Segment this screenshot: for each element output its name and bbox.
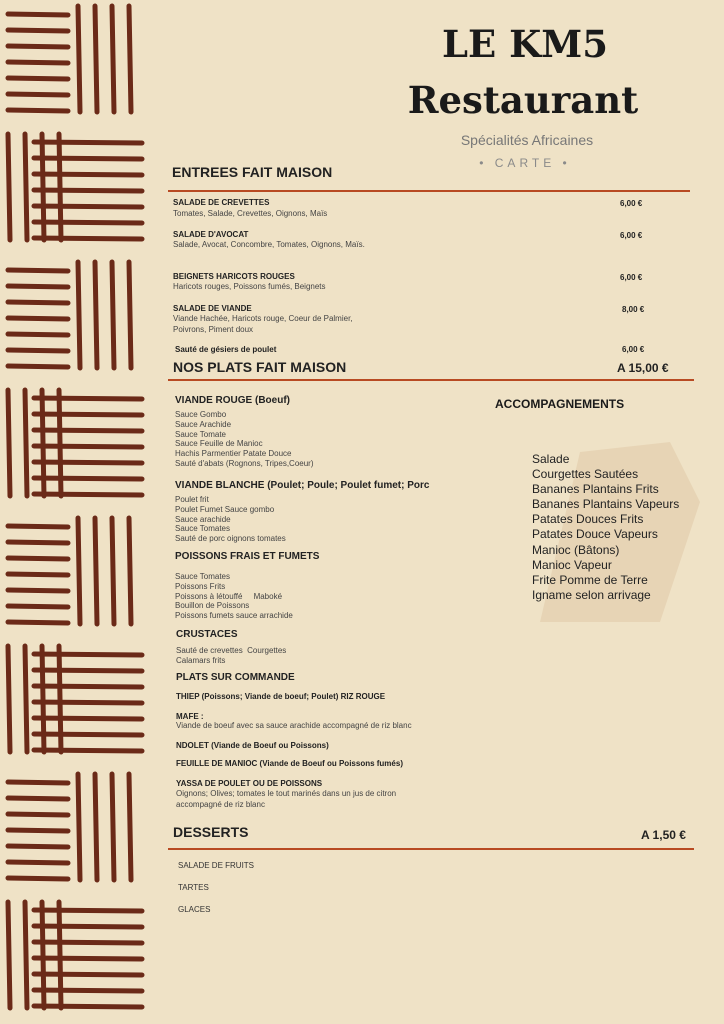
dessert-item: GLACES [178,905,211,914]
pattern-stroke [8,14,68,15]
dish-line: Hachis Parmentier Patate Douce [175,449,292,459]
desserts-title: DESSERTS [173,824,249,840]
pattern-stroke [8,878,68,879]
pattern-stroke [95,6,97,112]
pattern-stroke [34,222,142,223]
pattern-stroke [8,526,68,527]
pattern-stroke [34,750,142,751]
poissons-heading: POISSONS FRAIS ET FUMETS [175,551,320,562]
dessert-item: TARTES [178,883,209,892]
pattern-stroke [34,398,142,399]
restaurant-title-line2: Restaurant [407,78,639,122]
pattern-stroke [8,350,68,351]
plats-price: A 15,00 € [617,361,669,375]
pattern-stroke [112,774,114,880]
dish-line: Sauce Feuille de Manioc [175,439,263,449]
pattern-stroke [95,774,97,880]
entree-name: Sauté de gésiers de poulet [175,345,277,354]
commande-item-name: NDOLET (Viande de Boeuf ou Poissons) [176,741,329,750]
side-dish-item: Bananes Plantains Frits [532,482,659,497]
viande-rouge-list [175,410,314,469]
viande-blanche-list [175,495,286,544]
dish-line: Sauce Tomates [175,572,230,581]
pattern-stroke [8,830,68,831]
pattern-stroke [34,718,142,719]
dish-line: Sauce Gombo [175,410,227,419]
dish-line: Sauté d'abats (Rognons, Tripes,Coeur) [175,458,314,468]
entree-desc: Salade, Avocat, Concombre, Tomates, Oignons, Maïs. [173,240,365,249]
dish-line: Poissons fumets sauce arrachide [175,611,293,621]
pattern-stroke [8,590,68,591]
dish-line: Poissons à létouffé Maboké [175,591,283,601]
pattern-stroke [34,238,142,239]
pattern-stroke [8,862,68,863]
pattern-stroke [34,654,142,655]
pattern-stroke [8,814,68,815]
dish-line: Sauce arachide [175,514,231,524]
pattern-stroke [8,94,68,95]
pattern-stroke [34,190,142,191]
pattern-stroke [25,646,27,752]
side-dish-item: Frite Pomme de Terre [532,572,648,587]
carte-label: • CARTE • [479,156,571,170]
dish-line: Sauté de crevettes Courgettes [176,646,287,655]
entree-name: SALADE D'AVOCAT [173,230,249,239]
dish-line: Sauté de porc oignons tomates [175,534,286,544]
dish-line: Poulet Fumet Sauce gombo [175,504,275,514]
dish-line: Bouillon de Poissons [175,601,250,611]
pattern-stroke [8,846,68,847]
pattern-stroke [8,646,10,752]
pattern-stroke [8,574,68,575]
pattern-stroke [8,782,68,783]
pattern-stroke [8,542,68,543]
crustaces-list [176,646,286,666]
entree-desc: Viande Hachée, Haricots rouge, Coeur de Palmier, Poivrons, Piment doux [173,314,353,334]
pattern-stroke [78,518,80,624]
pattern-stroke [129,774,131,880]
entree-price: 8,00 € [622,305,645,314]
pattern-stroke [129,6,131,112]
accompagnements-list [532,452,679,603]
entree-price: 6,00 € [620,231,643,240]
entree-name: SALADE DE VIANDE [173,304,252,313]
pattern-stroke [8,30,68,31]
pattern-stroke [34,974,142,975]
pattern-stroke [34,158,142,159]
pattern-stroke [8,110,68,111]
pattern-stroke [78,774,80,880]
pattern-stroke [8,366,68,367]
dish-line: Poissons Frits [175,581,226,591]
pattern-stroke [8,606,68,607]
commande-item-name: MAFE : [176,712,204,721]
commande-item-desc: Viande de boeuf avec sa sauce arachide accompagné de riz blanc [176,721,412,730]
pattern-stroke [34,414,142,415]
entree-desc: Tomates, Salade, Crevettes, Oignons, Maïs [173,209,328,218]
side-dish-item: Igname selon arrivage [532,587,651,602]
restaurant-title-line1: LE KM5 [442,22,608,66]
side-dish-item: Salade [532,452,570,466]
pattern-stroke [25,390,27,496]
pattern-stroke [34,174,142,175]
pattern-stroke [8,622,68,623]
entrees-divider [168,190,690,192]
dish-line: Sauce Arachide [175,419,232,429]
pattern-stroke [34,206,142,207]
pattern-stroke [112,6,114,112]
commande-item-desc: Oignons; Olives; tomates le tout marinés dans un jus de citron accompagné de riz blanc [176,789,397,809]
pattern-stroke [78,262,80,368]
pattern-stroke [8,62,68,63]
pattern-stroke [34,1006,142,1007]
pattern-stroke [34,446,142,447]
dish-line: Poulet frit [175,495,209,504]
viande-blanche-heading: VIANDE BLANCHE (Poulet; Poule; Poulet fumet; Porc [175,480,430,491]
commande-item-name: FEUILLE DE MANIOC (Viande de Boeuf ou Poissons fumés) [176,759,403,768]
pattern-stroke [8,798,68,799]
pattern-stroke [34,430,142,431]
entree-price: 6,00 € [620,273,643,282]
pattern-stroke [8,902,10,1008]
plats-title: NOS PLATS FAIT MAISON [173,359,347,375]
pattern-stroke [34,670,142,671]
side-dish-item: Manioc Vapeur [532,557,612,572]
dish-line: Sauce Tomates [175,524,230,534]
pattern-stroke [34,686,142,687]
pattern-stroke [8,318,68,319]
poissons-list [175,572,293,621]
pattern-stroke [8,302,68,303]
pattern-stroke [129,518,131,624]
pattern-stroke [34,142,142,143]
pattern-stroke [112,518,114,624]
pattern-stroke [8,286,68,287]
pattern-stroke [34,702,142,703]
side-dish-item: Bananes Plantains Vapeurs [532,497,680,512]
tribal-pattern-decoration [0,0,150,1024]
pattern-stroke [34,990,142,991]
pattern-stroke [8,134,10,240]
pattern-stroke [34,910,142,911]
pattern-stroke [25,902,27,1008]
pattern-stroke [34,942,142,943]
pattern-stroke [8,390,10,496]
dish-line: Sauce Tomate [175,429,226,439]
pattern-stroke [112,262,114,368]
restaurant-subtitle: Spécialités Africaines [460,132,594,148]
dessert-item: SALADE DE FRUITS [178,861,255,870]
pattern-stroke [78,6,80,112]
pattern-stroke [34,478,142,479]
pattern-stroke [8,46,68,47]
pattern-stroke [95,518,97,624]
entree-desc: Haricots rouges, Poissons fumés, Beignets [173,282,326,291]
plats-divider [168,379,694,381]
entree-price: 6,00 € [622,345,645,354]
entree-price: 6,00 € [620,199,643,208]
viande-rouge-heading: VIANDE ROUGE (Boeuf) [175,395,290,406]
pattern-stroke [8,334,68,335]
pattern-stroke [95,262,97,368]
side-dish-item: Patates Douce Vapeurs [532,527,658,542]
entree-name: SALADE DE CREVETTES [173,198,270,207]
commande-item-name: YASSA DE POULET OU DE POISSONS [176,779,323,788]
pattern-stroke [34,734,142,735]
desserts-price: A 1,50 € [641,828,686,842]
pattern-stroke [34,494,142,495]
desserts-divider [168,848,694,850]
side-dish-item: Courgettes Sautées [532,467,639,482]
crustaces-heading: CRUSTACES [176,629,238,640]
side-dish-item: Manioc (Bâtons) [532,542,620,557]
dish-line: Calamars frits [176,655,226,665]
accompagnements-heading: ACCOMPAGNEMENTS [495,397,625,411]
pattern-stroke [25,134,27,240]
entree-name: BEIGNETS HARICOTS ROUGES [173,272,295,281]
pattern-stroke [8,78,68,79]
pattern-stroke [8,270,68,271]
pattern-stroke [34,462,142,463]
pattern-stroke [34,926,142,927]
commande-item-name: THIEP (Poissons; Viande de boeuf; Poulet) RIZ ROUGE [176,692,386,701]
commande-heading: PLATS SUR COMMANDE [176,672,295,683]
pattern-stroke [129,262,131,368]
pattern-stroke [8,558,68,559]
side-dish-item: Patates Douces Frits [532,512,644,527]
entrees-title: ENTREES FAIT MAISON [172,164,333,180]
pattern-stroke [34,958,142,959]
